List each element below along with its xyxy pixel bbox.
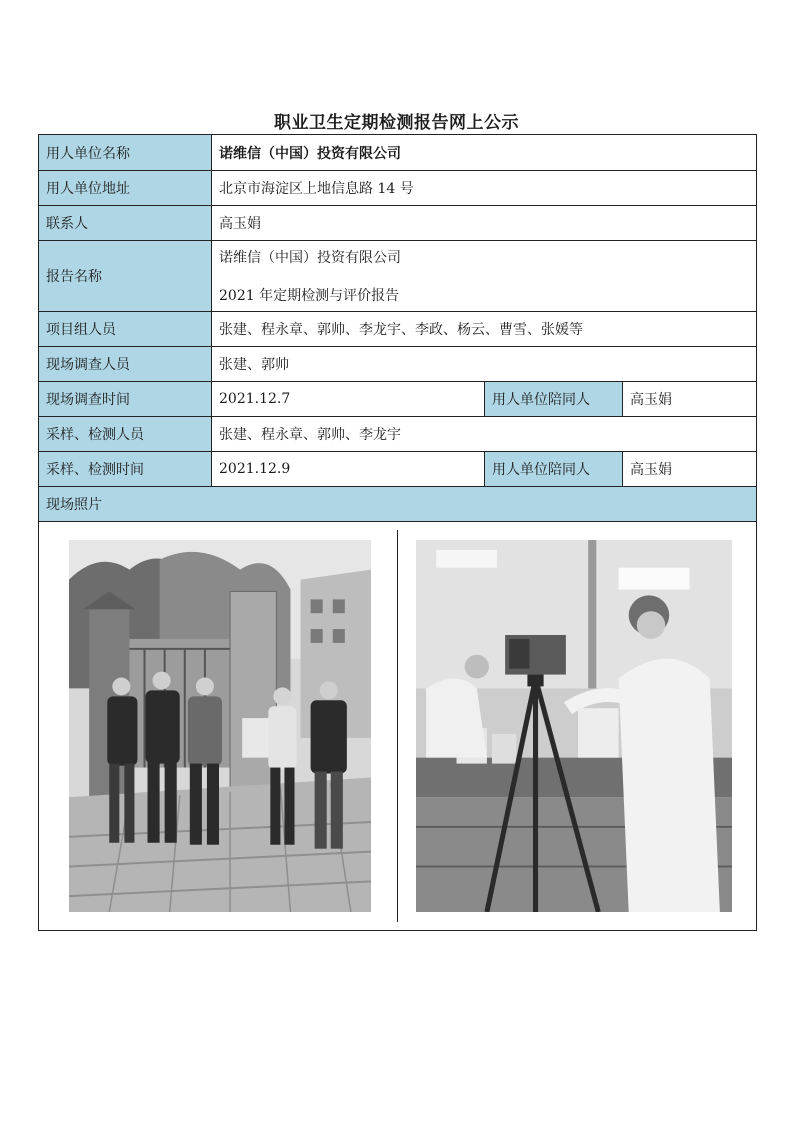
photo-left-frame (43, 530, 397, 922)
sampling-time-value: 2021.12.9 (212, 452, 485, 487)
photos-container (43, 530, 752, 922)
employer-address-value: 北京市海淀区上地信息路 14 号 (212, 171, 757, 206)
survey-companion-value: 高玉娟 (623, 382, 757, 417)
employer-name-value: 诺维信（中国）投资有限公司 (212, 135, 757, 171)
site-group-photo (69, 540, 371, 912)
row-project-members (39, 312, 757, 347)
row-survey-time (39, 382, 757, 417)
report-name-label: 报告名称 (39, 241, 212, 312)
sampling-companion-value: 高玉娟 (623, 452, 757, 487)
page-title: 职业卫生定期检测报告网上公示 (274, 113, 519, 133)
sampling-companion-label: 用人单位陪同人 (485, 452, 623, 487)
survey-staff-value: 张建、郭帅 (212, 347, 757, 382)
survey-time-label: 现场调查时间 (39, 382, 212, 417)
photo-right-frame (397, 530, 752, 922)
site-sampling-photo (416, 540, 732, 912)
project-members-label: 项目组人员 (39, 312, 212, 347)
sampling-photo-image (416, 540, 732, 912)
row-report-name (39, 241, 757, 312)
survey-staff-label: 现场调查人员 (39, 347, 212, 382)
photos-label: 现场照片 (39, 487, 757, 522)
group-photo-image (69, 540, 371, 912)
row-photos-header (39, 487, 757, 522)
row-sampling-time (39, 452, 757, 487)
project-members-value: 张建、程永章、郭帅、李龙宇、李政、杨云、曹雪、张媛等 (212, 312, 757, 347)
report-name-value (212, 241, 757, 312)
employer-name-label: 用人单位名称 (39, 135, 212, 171)
survey-time-value: 2021.12.7 (212, 382, 485, 417)
contact-value: 高玉娟 (212, 206, 757, 241)
contact-label: 联系人 (39, 206, 212, 241)
row-sampling-staff (39, 417, 757, 452)
survey-companion-label: 用人单位陪同人 (485, 382, 623, 417)
report-name-line2: 2021 年定期检测与评价报告 (219, 288, 400, 304)
sampling-staff-value: 张建、程永章、郭帅、李龙宇 (212, 417, 757, 452)
row-photos (39, 522, 757, 931)
photos-cell (39, 522, 757, 931)
row-contact (39, 206, 757, 241)
sampling-time-label: 采样、检测时间 (39, 452, 212, 487)
report-info-table (38, 134, 757, 931)
row-employer-address (39, 171, 757, 206)
employer-address-label: 用人单位地址 (39, 171, 212, 206)
report-name-line1: 诺维信（中国）投资有限公司 (219, 250, 401, 266)
row-survey-staff (39, 347, 757, 382)
sampling-staff-label: 采样、检测人员 (39, 417, 212, 452)
row-employer-name (39, 135, 757, 171)
